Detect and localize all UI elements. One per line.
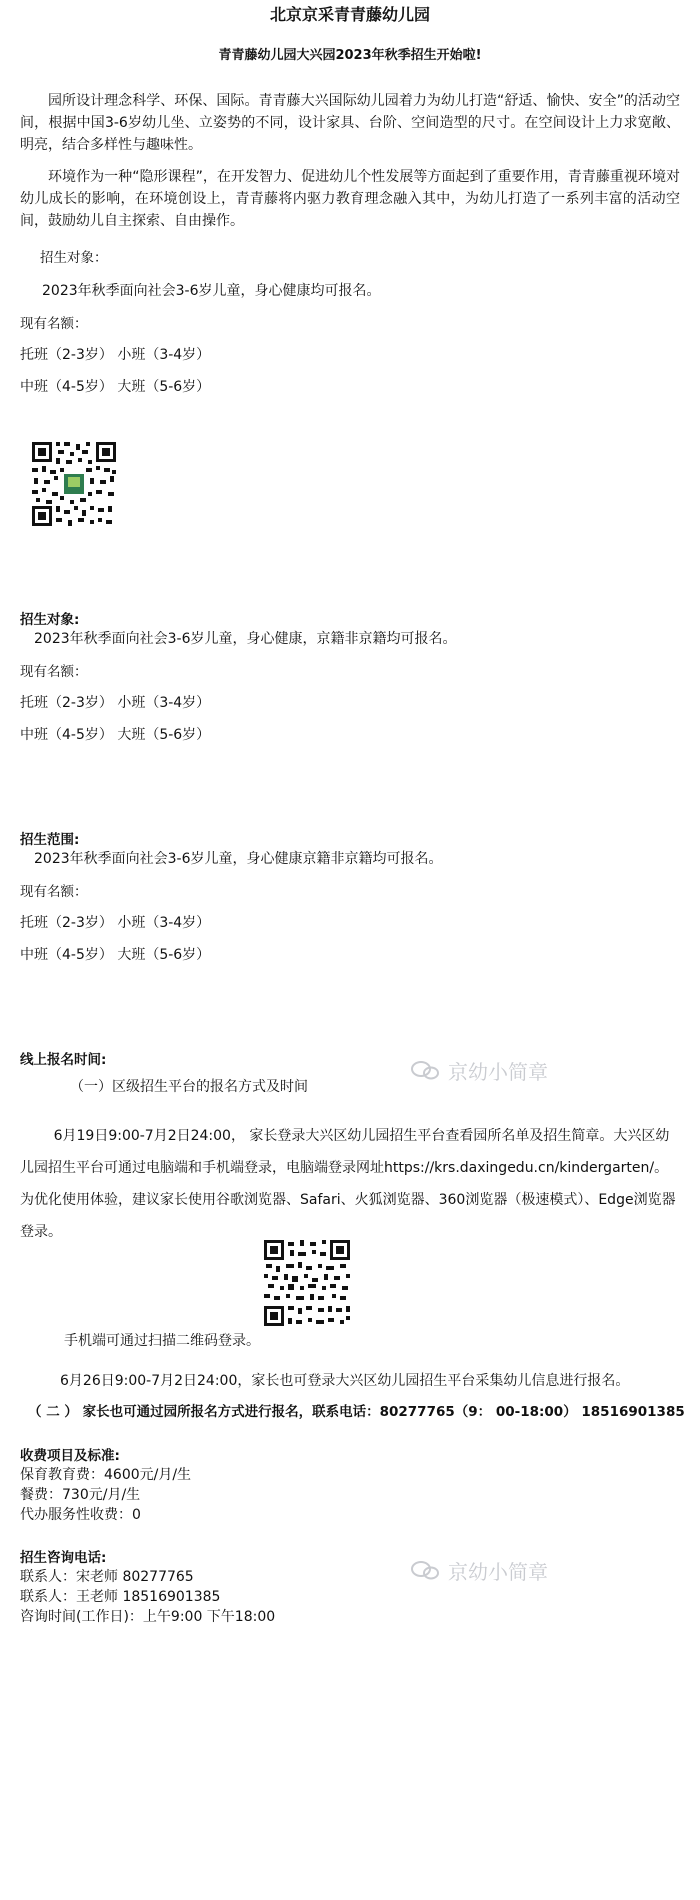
watermark-text: 京幼小简章 [448, 1060, 548, 1084]
registration-paragraph-2: 6月26日9:00-7月2日24:00，家长也可登录大兴区幼儿园招生平台采集幼儿信息进行报名。 [60, 1373, 630, 1389]
section3-heading: 招生范围: [20, 832, 80, 848]
section1-quota-heading: 现有名额： [20, 316, 88, 332]
section3-quota-row-1: 托班（2-3岁） 小班（3-4岁） [20, 915, 211, 931]
watermark-text: 京幼小简章 [448, 1560, 548, 1584]
section3-text: 2023年秋季面向社会3-6岁儿童，身心健康京籍非京籍均可报名。 [34, 851, 443, 867]
section2-quota-heading: 现有名额： [20, 664, 88, 680]
intro-paragraph-1: 园所设计理念科学、环保、国际。青青藤大兴国际幼儿园着力为幼儿打造“舒适、愉快、安全”的活动空间，根据中国3-6岁幼儿坐、立姿势的不同，设计家具、台阶、空间造型的尺寸。在空间设计上力求宽敞、明亮，结合多样性与趣味性。 [20, 93, 680, 153]
contact-hours: 咨询时间(工作日)：上午9:00 下午18:00 [20, 1609, 276, 1625]
page-title: 北京京采青青藤幼儿园 [269, 5, 430, 24]
intro-paragraph-2: 环境作为一种“隐形课程”，在开发智力、促进幼儿个性发展等方面起到了重要作用，青青藤重视环境对幼儿成长的影响，在环境创设上，青青藤将内驱力教育理念融入其中，为幼儿打造了一系列丰富的活动空间，鼓励幼儿自主探索、自由操作。 [20, 169, 680, 229]
fees-meal: 餐费：730元/月/生 [20, 1487, 141, 1503]
fees-heading: 收费项目及标准: [20, 1448, 120, 1464]
chat-bubble-icon [410, 1560, 440, 1582]
contact-heading: 招生咨询电话: [20, 1550, 107, 1566]
registration-mobile-note: 手机端可通过扫描二维码登录。 [64, 1333, 260, 1349]
registration-sub-2: （ 二 ） 家长也可通过园所报名方式进行报名，联系电话：80277765（9： 00-18:00） 18516901385 [28, 1404, 685, 1420]
fees-service: 代办服务性收费：0 [20, 1507, 141, 1523]
fees-tuition: 保育教育费：4600元/月/生 [20, 1467, 192, 1483]
qr-code-1 [30, 440, 118, 528]
section3-quota-row-2: 中班（4-5岁） 大班（5-6岁） [20, 947, 211, 963]
watermark-1 [410, 1056, 548, 1085]
chat-bubble-icon [410, 1060, 440, 1082]
registration-heading: 线上报名时间: [20, 1052, 107, 1068]
registration-paragraph-1: 6月19日9:00-7月2日24:00， 家长登录大兴区幼儿园招生平台查看园所名单及招生简章。大兴区幼儿园招生平台可通过电脑端和手机端登录，电脑端登录网址https://krs.daxingedu.cn/kindergarten/。为优化使用体验，建议家长使用谷歌浏览器、Safari、火狐浏览器、360浏览器（极速模式）、Edge浏览器登录。 [20, 1128, 676, 1240]
contact-person-2: 联系人：王老师 18516901385 [20, 1589, 221, 1605]
section1-heading: 招生对象： [40, 250, 108, 266]
section2-heading: 招生对象: [20, 612, 80, 628]
section1-quota-row-1: 托班（2-3岁） 小班（3-4岁） [20, 347, 211, 363]
section2-text: 2023年秋季面向社会3-6岁儿童，身心健康，京籍非京籍均可报名。 [34, 631, 457, 647]
section2-quota-row-2: 中班（4-5岁） 大班（5-6岁） [20, 727, 211, 743]
qr-code-2 [262, 1238, 352, 1328]
section3-quota-heading: 现有名额： [20, 884, 88, 900]
watermark-2 [410, 1556, 548, 1585]
contact-person-1: 联系人：宋老师 80277765 [20, 1569, 194, 1585]
section2-quota-row-1: 托班（2-3岁） 小班（3-4岁） [20, 695, 211, 711]
section1-quota-row-2: 中班（4-5岁） 大班（5-6岁） [20, 379, 211, 395]
section1-text: 2023年秋季面向社会3-6岁儿童，身心健康均可报名。 [42, 283, 381, 299]
page-subtitle: 青青藤幼儿园大兴园2023年秋季招生开始啦! [218, 48, 482, 63]
registration-sub-1: （一）区级招生平台的报名方式及时间 [70, 1079, 308, 1095]
